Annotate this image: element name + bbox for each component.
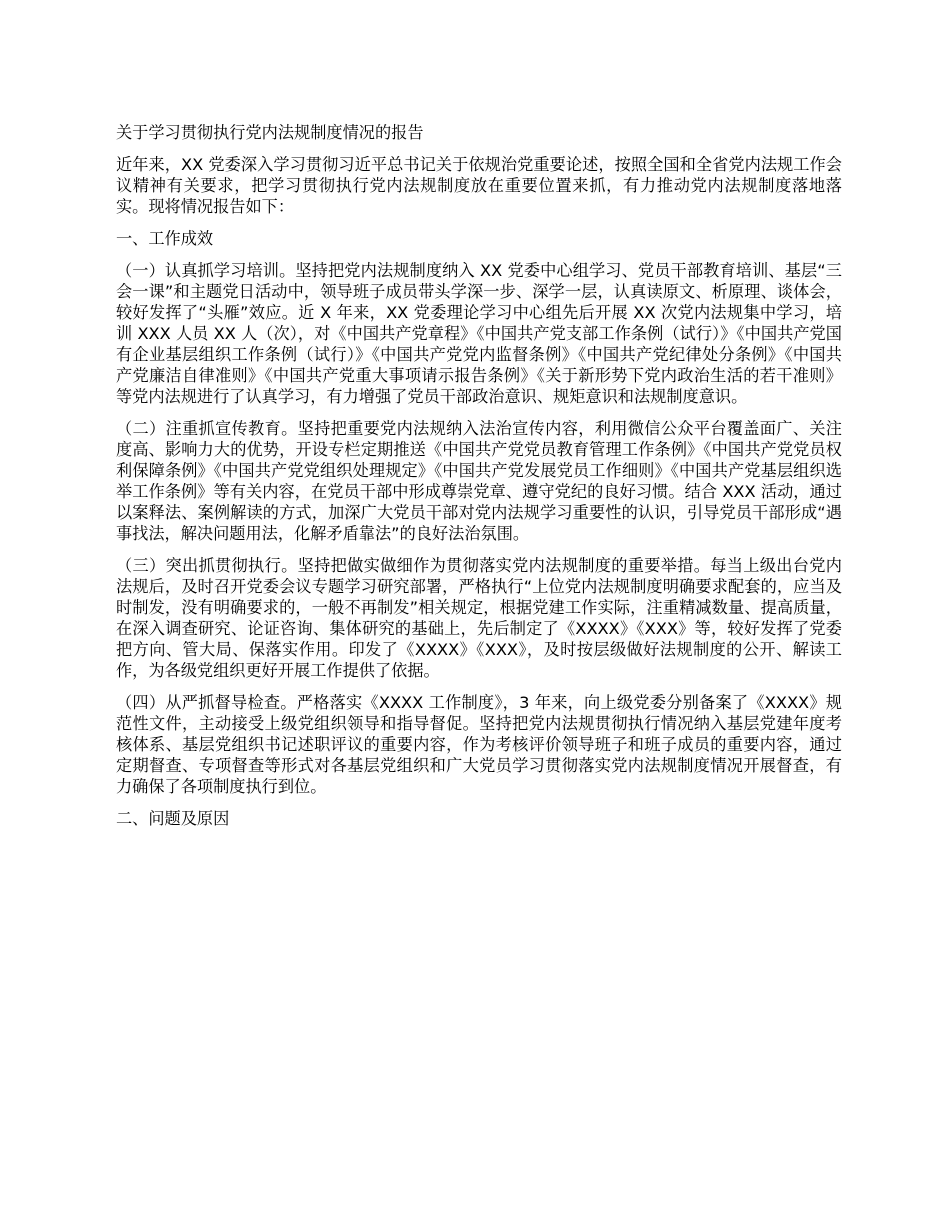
document-page xyxy=(116,122,842,840)
paragraph-implementation: （三）突出抓贯彻执行。坚持把做实做细作为贯彻落实党内法规制度的重要举措。每当上级出台党内法规后，及时召开党委会议专题学习研究部署，严格执行“上位党内法规制度明确要求配套的，应当及时制发，没有明确要求的，一般不再制发”相关规定，根据党建工作实际，注重精减数量、提高质量，在深入调查研究、论证咨询、集体研究的基础上，先后制定了《XXXX》《XXX》等，较好发挥了党委把方向、管大局、保落实作用。印发了《XXXX》《XXX》，及时按层级做好法规制度的公开、解读工作，为各级党组织更好开展工作提供了依据。 xyxy=(116,556,842,680)
section-heading-problems: 二、问题及原因 xyxy=(116,809,230,828)
intro-paragraph: 近年来，XX 党委深入学习贯彻习近平总书记关于依规治党重要论述，按照全国和全省党内法规工作会议精神有关要求，把学习贯彻执行党内法规制度放在重要位置来抓，有力推动党内法规制度落地落实。现将情况报告如下： xyxy=(116,155,842,216)
paragraph-supervision: （四）从严抓督导检查。严格落实《XXXX 工作制度》，3 年来，向上级党委分别备案了《XXXX》规范性文件，主动接受上级党组织领导和指导督促。坚持把党内法规贯彻执行情况纳入基层党建年度考核体系、基层党组织书记述职评议的重要内容，作为考核评价领导班子和班子成员的重要内容，通过定期督查、专项督查等形式对各基层党组织和广大党员学习贯彻落实党内法规制度情况开展督查，有力确保了各项制度执行到位。 xyxy=(116,693,842,796)
paragraph-study-training: （一）认真抓学习培训。坚持把党内法规制度纳入 XX 党委中心组学习、党员干部教育培训、基层“三会一课”和主题党日活动中，领导班子成员带头学深一步、深学一层，认真读原文、析原理、谈体会，较好发挥了“头雁”效应。近 X 年来，XX 党委理论学习中心组先后开展 XX 次党内法规集中学习，培训 XXX 人员 XX 人（次），对《中国共产党章程》《中国共产党支部工作条例（试行）》《中国共产党国有企业基层组织工作条例（试行）》《中国共产党党内监督条例》《中国共产党纪律处分条例》《中国共产党廉洁自律准则》《中国共产党重大事项请示报告条例》《关于新形势下党内政治生活的若干准则》等党内法规进行了认真学习，有力增强了党员干部政治意识、规矩意识和法规制度意识。 xyxy=(116,261,842,406)
document-title: 关于学习贯彻执行党内法规制度情况的报告 xyxy=(116,123,424,142)
section-heading-achievements: 一、工作成效 xyxy=(116,229,214,248)
paragraph-publicity-education: （二）注重抓宣传教育。坚持把重要党内法规纳入法治宣传内容，利用微信公众平台覆盖面广、关注度高、影响力大的优势，开设专栏定期推送《中国共产党党员教育管理工作条例》《中国共产党党员权利保障条例》《中国共产党党组织处理规定》《中国共产党发展党员工作细则》《中国共产党基层组织选举工作条例》等有关内容，在党员干部中形成尊崇党章、遵守党纪的良好习惯。结合 XXX 活动，通过以案释法、案例解读的方式，加深广大党员干部对党内法规学习重要性的认识，引导党员干部形成“遇事找法，解决问题用法，化解矛盾靠法”的良好法治氛围。 xyxy=(116,419,842,543)
